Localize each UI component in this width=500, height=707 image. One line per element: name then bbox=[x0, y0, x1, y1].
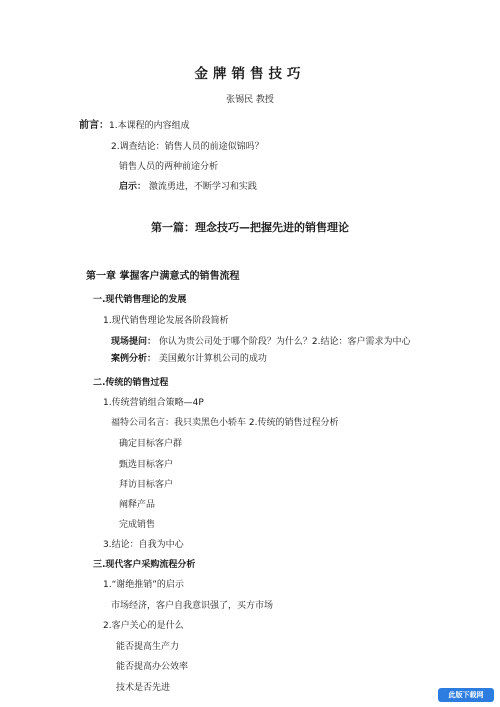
section1-item1: 1.现代销售理论发展各阶段简析 bbox=[103, 316, 229, 326]
section2-item1: 1.传统营销组合策略—4P bbox=[103, 398, 204, 408]
section3-title: 三.现代客户采购流程分析 bbox=[93, 560, 196, 570]
case-analysis-text: 美国戴尔计算机公司的成功 bbox=[158, 354, 267, 364]
preface-item-3: 销售人员的两种前途分析 bbox=[119, 162, 219, 172]
sales-step: 拜访目标客户 bbox=[119, 480, 174, 490]
preface-item-2: 2.调查结论：销售人员的前途似锦吗？ bbox=[111, 142, 264, 152]
site-watermark: 此版下载网 bbox=[438, 688, 494, 702]
field-question-text: 你认为贵公司处于哪个阶段？为什么？2.结论：客户需求为中心 bbox=[158, 337, 411, 347]
field-question-line bbox=[111, 336, 410, 348]
section3-item1-text: 市场经济，客户自我意识强了，买方市场 bbox=[111, 601, 274, 611]
preface-label: 前言： bbox=[79, 120, 109, 131]
sales-step: 甄选目标客户 bbox=[119, 460, 174, 470]
field-question-label: 现场提问： bbox=[111, 337, 157, 347]
inspire-label: 启示： bbox=[119, 182, 147, 192]
section3-item2: 2.客户关心的是什么 bbox=[103, 621, 184, 631]
section2-title: 二.传统的销售过程 bbox=[93, 378, 169, 388]
concern-item: 能否提高生产力 bbox=[116, 642, 180, 652]
chapter1-title: 第一章 掌握客户满意式的销售流程 bbox=[86, 271, 240, 282]
sales-step: 阐释产品 bbox=[119, 500, 156, 510]
case-analysis-label: 案例分析： bbox=[111, 354, 157, 364]
section2-conclusion: 3.结论：自我为中心 bbox=[103, 540, 184, 550]
document-title: 金牌销售技巧 bbox=[194, 66, 306, 82]
preface-item-1: 1.本课程的内容组成 bbox=[109, 121, 190, 131]
inspire-line bbox=[119, 181, 257, 193]
author-line: 张锡民 教授 bbox=[226, 95, 274, 105]
section3-item1: 1.“谢绝推销”的启示 bbox=[103, 580, 184, 590]
concern-item: 技术是否先进 bbox=[116, 683, 171, 693]
sales-step: 完成销售 bbox=[119, 520, 156, 530]
case-analysis-line bbox=[111, 353, 267, 365]
concern-item: 能否提高办公效率 bbox=[116, 662, 189, 672]
sales-step: 确定目标客户群 bbox=[119, 439, 183, 449]
part1-title: 第一篇：理念技巧—把握先进的销售理论 bbox=[151, 221, 349, 234]
section2-item2: 福特公司名言：我只卖黑色小轿车 2.传统的销售过程分析 bbox=[111, 418, 339, 428]
section1-title: 一.现代销售理论的发展 bbox=[93, 295, 187, 305]
inspire-text: 激流勇进，不断学习和实践 bbox=[148, 182, 257, 192]
